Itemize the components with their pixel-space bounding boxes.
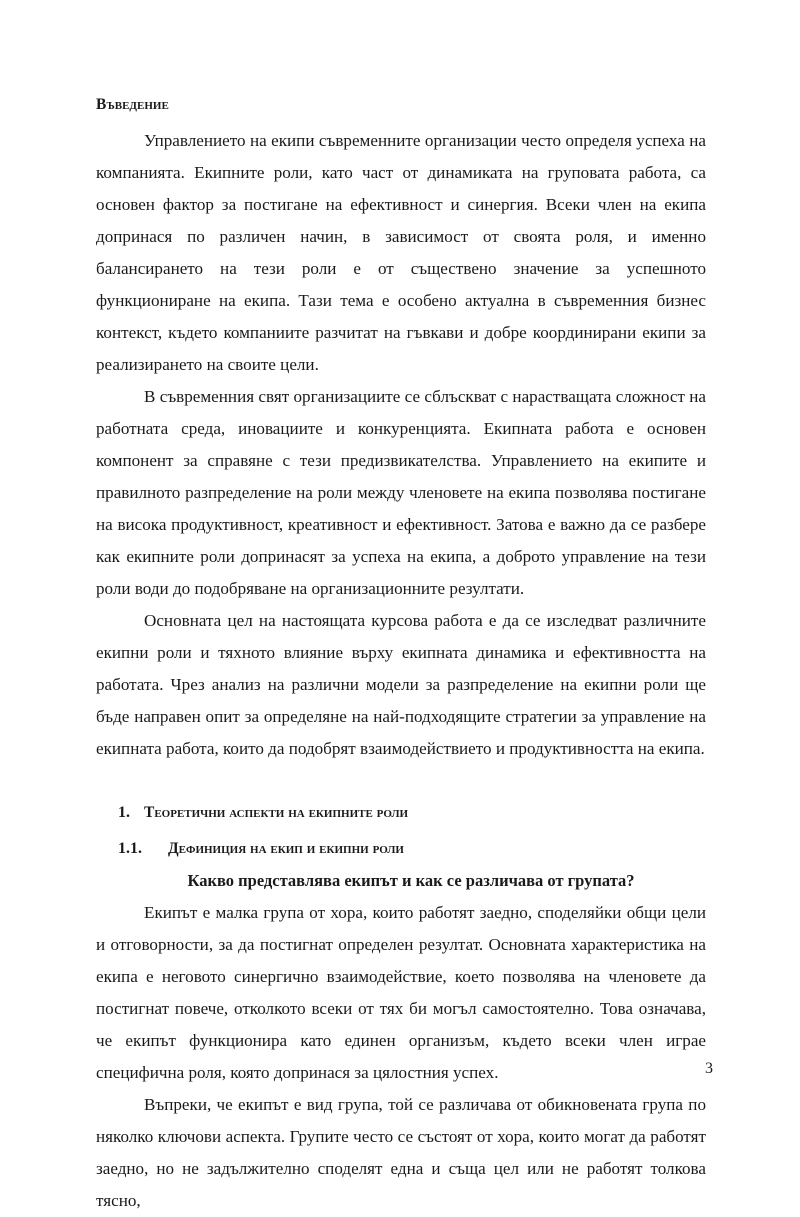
intro-heading: Въведение bbox=[96, 96, 169, 113]
section-paragraph-2: Въпреки, че екипът е вид група, той се различава от обикновената група по няколко ключови аспекта. Групите често се състоят от хора, които могат да работят заедно, но не задължително споделят една и съща цел или не работят толкова тясно, bbox=[96, 1095, 706, 1210]
section-number: 1.1. bbox=[118, 840, 142, 857]
section-title: Дефиниция на екип и екипни роли bbox=[168, 840, 404, 857]
section-heading bbox=[96, 833, 706, 865]
intro-paragraph-2: В съвременния свят организациите се сблъскват с нарастващата сложност на работната среда, иновациите и конкуренцията. Екипната работа е основен компонент за справяне с тези предизвикателства. Управлението на екипите и правилното разпределение на роли между членовете на екипа позволява постигане на висока продуктивност, креативност и ефективност. Затова е важно да се разбере как екипните роли допринасят за успеха на екипа, а доброто управление на тези роли води до подобряване на организационните резултати. bbox=[96, 387, 706, 598]
section-paragraph-1: Екипът е малка група от хора, които работят заедно, споделяйки общи цели и отговорности, за да постигнат определен резултат. Основната характеристика на екипа е неговото синергично взаимодействие, което позволява на членовете да постигнат повече, отколкото всеки от тях би могъл самостоятелно. Това означава, че екипът функционира като единен организъм, където всеки член играе специфична роля, която допринася за цялостния успех. bbox=[96, 903, 706, 1082]
chapter-heading bbox=[96, 797, 706, 829]
subheading: Какво представлява екипът и как се различава от групата? bbox=[187, 871, 635, 890]
page-content bbox=[96, 96, 706, 1217]
chapter-number: 1. bbox=[118, 804, 130, 821]
chapter-title: Теоретични аспекти на екипните роли bbox=[144, 804, 409, 821]
intro-paragraph-1: Управлението на екипи съвременните организации често определя успеха на компанията. Екипните роли, като част от динамиката на груповата работа, са основен фактор за постигане на ефективност и синергия. Всеки член на екипа допринася по различен начин, в зависимост от своята роля, и именно балансирането на тези роли е от съществено значение за успешното функциониране на екипа. Тази тема е особено актуална в съвременния бизнес контекст, където компаниите разчитат на гъвкави и добре координирани екипи за реализирането на своите цели. bbox=[96, 131, 706, 374]
page-number: 3 bbox=[705, 1060, 713, 1077]
intro-paragraph-3: Основната цел на настоящата курсова работа е да се изследват различните екипни роли и тяхното влияние върху екипната динамика и ефективността на работата. Чрез анализ на различни модели за разпределение на екипни роли ще бъде направен опит за определяне на най-подходящите стратегии за управление на екипната работа, които да подобрят взаимодействието и продуктивността на екипа. bbox=[96, 611, 706, 758]
